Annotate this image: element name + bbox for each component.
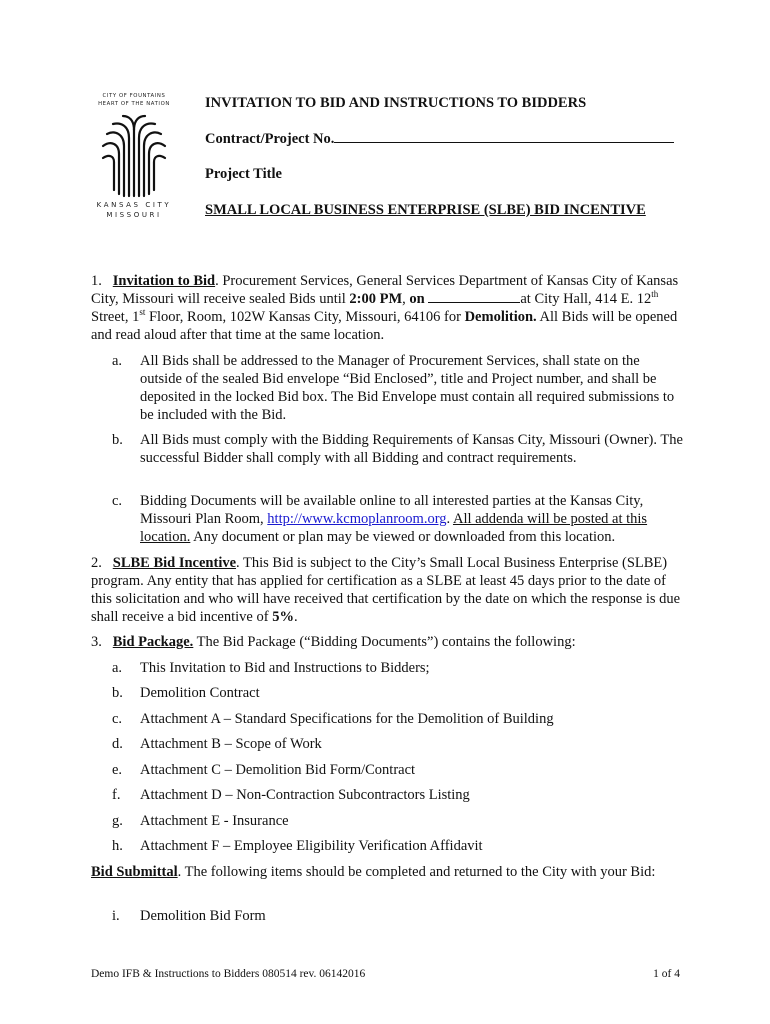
list-label: i.: [112, 908, 120, 924]
section-text: All Bids will be opened and read aloud after that time at the same location.: [91, 309, 678, 343]
list-item-text: .: [446, 511, 453, 527]
list-item-text: Bidding Documents will be available online to all interested parties at the Kansas City, Missouri Plan Room,: [140, 493, 644, 527]
section-text: . This Bid is subject to the City’s Small Local Business Enterprise (SLBE) program. Any entity that has applied for certification as a SLBE at least 45 days prior to the date of this solicitation and who will have received that certification by the date on which the response is due shall receive a bid incentive of: [91, 555, 681, 625]
list-item-text: Any document or plan may be viewed or downloaded from this location.: [190, 529, 616, 545]
list-item: Attachment C – Demolition Bid Form/Contract: [140, 762, 416, 778]
list-label: d.: [112, 736, 123, 752]
logo-city: KANSAS CITY: [96, 201, 172, 209]
footer-document-id: Demo IFB & Instructions to Bidders 080514 rev. 06142016: [91, 968, 366, 980]
section-number: 3.: [91, 634, 102, 650]
list-label: b.: [112, 432, 123, 448]
section-text: . The following items should be completed and returned to the City with your Bid:: [177, 864, 656, 880]
document-title: INVITATION TO BID AND INSTRUCTIONS TO BIDDERS: [205, 95, 587, 111]
section-heading: Bid Submittal: [91, 864, 178, 880]
contract-label: Contract/Project No.: [205, 131, 335, 147]
list-label: a.: [112, 353, 123, 369]
list-label: h.: [112, 838, 123, 854]
contract-number-blank: [334, 130, 674, 143]
logo-tagline-2: HEART OF THE NATION: [98, 101, 170, 107]
list-label: c.: [112, 493, 123, 509]
list-label: e.: [112, 762, 123, 778]
list-label: f.: [112, 787, 121, 803]
logo-state: MISSOURI: [106, 211, 162, 219]
section-text: Floor, Room, 102W Kansas City, Missouri, 64106 for: [145, 309, 465, 325]
footer-page-number: 1 of 4: [653, 968, 680, 980]
list-label: g.: [112, 813, 123, 829]
section-heading: SLBE Bid Incentive: [112, 555, 237, 571]
list-item: Demolition Contract: [140, 685, 260, 701]
bid-submittal-paragraph: [91, 863, 681, 881]
section-text: The Bid Package (“Bidding Documents”) contains the following:: [193, 634, 576, 650]
list-label: c.: [112, 711, 123, 727]
project-title-label: Project Title: [205, 166, 282, 182]
list-item: All Bids shall be addressed to the Manager of Procurement Services, shall state on the outside of the sealed Bid envelope “Bid Enclosed”, title and Project number, and shall be deposited in the locked Bid box. The Bid Envelope must contain all required submissions to be included with the Bid.: [140, 353, 675, 423]
demolition-label: Demolition.: [464, 309, 537, 325]
list-label: b.: [112, 685, 123, 701]
section-text: ,: [402, 291, 410, 307]
fountain-icon: [99, 110, 169, 198]
section-text: Street, 1: [91, 309, 140, 325]
section-3-paragraph: [91, 633, 681, 651]
section-number: 1.: [91, 273, 102, 289]
list-item: All Bids must comply with the Bidding Requirements of Kansas City, Missouri (Owner). The successful Bidder shall comply with all Bidding and contract requirements.: [140, 432, 683, 466]
list-item: Attachment D – Non-Contraction Subcontractors Listing: [140, 787, 470, 803]
bid-time: 2:00 PM: [349, 291, 403, 307]
list-item: [140, 492, 685, 546]
addenda-note: All addenda will be posted at this location.: [140, 511, 648, 545]
section-number: 2.: [91, 555, 102, 571]
list-item: Attachment E - Insurance: [140, 813, 289, 829]
contract-number-line: [205, 130, 674, 148]
superscript: th: [651, 289, 659, 300]
section-text: on: [409, 291, 425, 307]
section-heading: Invitation to Bid: [112, 273, 216, 289]
section-1-paragraph: [91, 272, 681, 344]
list-item: Attachment F – Employee Eligibility Verification Affidavit: [140, 838, 483, 854]
list-label: a.: [112, 660, 123, 676]
superscript: st: [139, 307, 146, 318]
list-item: This Invitation to Bid and Instructions to Bidders;: [140, 660, 430, 676]
section-heading: Bid Package.: [112, 634, 194, 650]
section-text: at City Hall, 414 E. 12: [520, 291, 652, 307]
list-item: Attachment B – Scope of Work: [140, 736, 322, 752]
section-text: .: [293, 609, 298, 625]
section-text: . Procurement Services, General Services Department of Kansas City of Kansas City, Missouri will receive sealed Bids until: [91, 273, 679, 307]
bid-date-blank: [428, 290, 520, 303]
list-item: Attachment A – Standard Specifications for the Demolition of Building: [140, 711, 554, 727]
logo-tagline-1: CITY OF FOUNTAINS: [102, 93, 166, 99]
section-2-paragraph: [91, 554, 681, 626]
project-title: SMALL LOCAL BUSINESS ENTERPRISE (SLBE) BID INCENTIVE: [205, 202, 646, 218]
list-item: Demolition Bid Form: [140, 908, 266, 924]
planroom-link[interactable]: http://www.kcmoplanroom.org: [267, 511, 447, 527]
kansas-city-logo: [84, 92, 184, 232]
bid-incentive-percent: 5%: [272, 609, 294, 625]
